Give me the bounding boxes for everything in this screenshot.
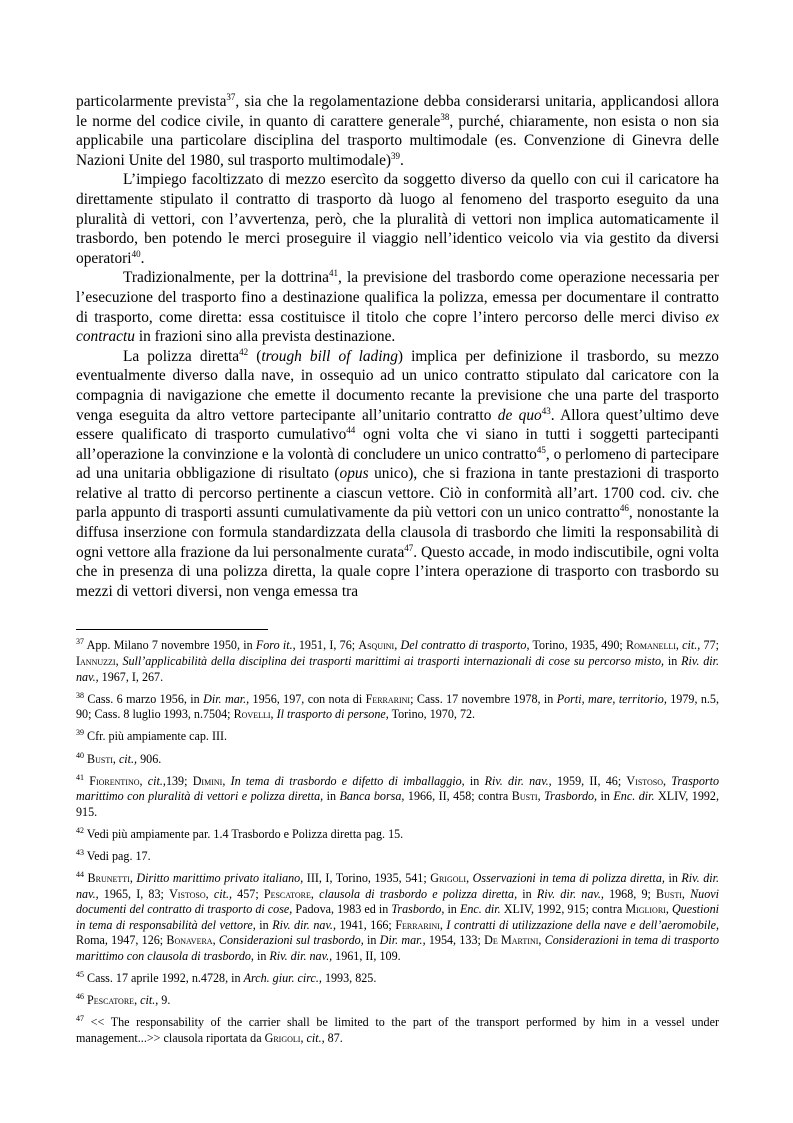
footnote-ref-39[interactable]: 39 xyxy=(391,150,401,161)
footnotes xyxy=(76,638,719,1046)
footnote-ref-43[interactable]: 43 xyxy=(541,405,551,416)
footnote-ref-41[interactable]: 41 xyxy=(328,268,338,279)
footnote-39: $^{39}$ Cfr. più ampiamente cap. III. xyxy=(76,728,228,744)
paragraph-1: particolarmente prevista$^{37}$, sia che la regolamentazione debba considerarsi unitaria, applicandosi allora le norme del codice civile, in quanto di carattere generale$^{38}$, purché, chiaramente, non esista o non sia applicabile una particolare disciplina del trasporto multimodale (es. Convenzione di Ginevra delle Nazioni Unite del 1980, sul trasporto multimodale)$^{39}$. xyxy=(76,92,719,169)
footnote-41: $^{41}$ Fiorentino, cit.,139; Dimini, In tema di trasbordo e difetto di imballaggio, in Riv. dir. nav., 1959, II, 46; Vistoso, Trasporto marittimo con pluralità di vettori e polizza diretta, in Banca borsa, 1966, II, 458; contra Busti, Trasbordo, in Enc. dir. XLIV, 1992, 915. xyxy=(76,772,720,819)
footnote-ref-40[interactable]: 40 xyxy=(131,248,141,259)
footnote-42: $^{42}$ Vedi più ampiamente par. 1.4 Trasbordo e Polizza diretta pag. 15. xyxy=(76,825,404,841)
footnote-ref-37[interactable]: 37 xyxy=(226,92,236,102)
footnote-44: $^{44}$ Brunetti, Diritto marittimo privato italiano, III, I, Torino, 1935, 541; Grigoli, Osservazioni in tema di polizza diretta, in Riv. dir. nav., 1965, I, 83; Vistoso, cit., 457; Pescatore, clausola di trasbordo e polizza diretta, in Riv. dir. nav., 1968, 9; Busti, Nuovi documenti del contratto di trasporto di cose, Padova, 1983 ed in Trasbordo, in Enc. dir. XLIV, 1992, 915; contra Migliori, Questioni in tema di responsabilità del vettore, in Riv. dir. nav., 1941, 166; Ferrarini, I contratti di utilizzazione della nave e dell’aeromobile, Roma, 1947, 126; Bonavera, Considerazioni sul trasbordo, in Dir. mar., 1954, 133; De Martini, Considerazioni in tema di trasporto marittimo con clausola di trasbordo, in Riv. dir. nav., 1961, II, 109. xyxy=(76,870,720,964)
footnote-separator xyxy=(76,629,268,630)
footnote-ref-47[interactable]: 47 xyxy=(404,542,414,553)
footnote-45: $^{45}$ Cass. 17 aprile 1992, n.4728, in Arch. giur. circ., 1993, 825. xyxy=(76,970,377,986)
paragraph-4: La polizza diretta$^{42}$ (trough bill of lading) implica per definizione il trasbordo, su mezzo eventualmente diverso dalla nave, in ossequio ad un unico contratto stipulato dal caricatore con la compagnia di navigazione che emette il documento recante la previsione che una parte del trasporto venga eseguita da altro vettore partecipante all’unitario contratto de quo$^{43}$. Allora quest’ultimo deve essere qualificato di trasporto cumulativo$^{44}$ ogni volta che vi siano in tutti i soggetti partecipanti all’operazione la convinzione e la volontà di concludere un unico contratto$^{45}$, o perlomeno di partecipare ad una unitaria obbligazione di risultato (opus unico), che si fraziona in tante prestazioni di trasporto relative al tratto di percorso pertinente a ciascun vettore. Ciò in conformità all’art. 1700 cod. civ. che parla appunto di trasporti assunti cumulativamente da più vettori con un unico contratto$^{46}$, nonostante la diffusa inserzione con formula standardizzata della clausola di trasbordo che limiti la responsabilità di ogni vettore alla frazione da lui personalmente curata$^{47}$. Questo accade, in modo indiscutibile, ogni volta che in presenza di una polizza diretta, la quale copre l’intera operazione di trasporto con trasbordo su mezzi di vettori diversi, non venga emessa tra xyxy=(76,346,719,600)
footnote-ref-45[interactable]: 45 xyxy=(536,444,546,455)
footnote-37: $^{37}$ App. Milano 7 novembre 1950, in Foro it., 1951, I, 76; Asquini, Del contratto di trasporto, Torino, 1935, 490; Romanelli, cit., 77; Iannuzzi, Sull’applicabilità della disciplina dei trasporti marittimi ai trasporti internazionali di cose su percorso misto, in Riv. dir. nav., 1967, I, 267. xyxy=(76,637,720,684)
footnote-38: $^{38}$ Cass. 6 marzo 1956, in Dir. mar., 1956, 197, con nota di Ferrarini; Cass. 17 novembre 1978, in Porti, mare, territorio, 1979, n.5, 90; Cass. 8 luglio 1993, n.7504; Rovelli, Il trasporto di persone, Torino, 1970, 72. xyxy=(76,690,720,722)
body-text xyxy=(76,92,719,601)
paragraph-2: L’impiego facoltizzato di mezzo esercìto da soggetto diverso da quello con cui il caricatore ha direttamente stipulato il contratto di trasporto dà luogo al fenomeno del trasporto eseguito da una pluralità di vettori, con l’avvertenza, però, che la pluralità di vettori non implica automaticamente il trasbordo, ben potendo le merci proseguire il viaggio nell’identico veicolo via via gestito da diversi operatori$^{40}$. xyxy=(76,171,719,267)
footnote-43: $^{43}$ Vedi pag. 17. xyxy=(76,847,151,863)
footnote-ref-44[interactable]: 44 xyxy=(346,425,356,436)
footnote-40: $^{40}$ Busti, cit., 906. xyxy=(76,750,162,766)
footnote-ref-46[interactable]: 46 xyxy=(619,503,629,514)
footnote-ref-38[interactable]: 38 xyxy=(440,111,450,122)
footnote-46: $^{46}$ Pescatore, cit., 9. xyxy=(76,992,171,1008)
paragraph-3: Tradizionalmente, per la dottrina$^{41}$, la previsione del trasbordo come operazione necessaria per l’esecuzione del trasporto fino a destinazione qualifica la polizza, emessa per documentare il contratto di trasporto, come diretta: essa costituisce il titolo che copre l’intero percorso delle merci diviso ex contractu in frazioni sino alla prevista destinazione. xyxy=(76,268,719,346)
footnote-ref-42[interactable]: 42 xyxy=(239,346,249,357)
document-page xyxy=(76,92,719,1053)
footnote-47: $^{47}$ << The responsability of the carrier shall be limited to the part of the transport performed by him in a vessel under management...>> clausola riportata da Grigoli, cit., 87. xyxy=(76,1014,719,1045)
